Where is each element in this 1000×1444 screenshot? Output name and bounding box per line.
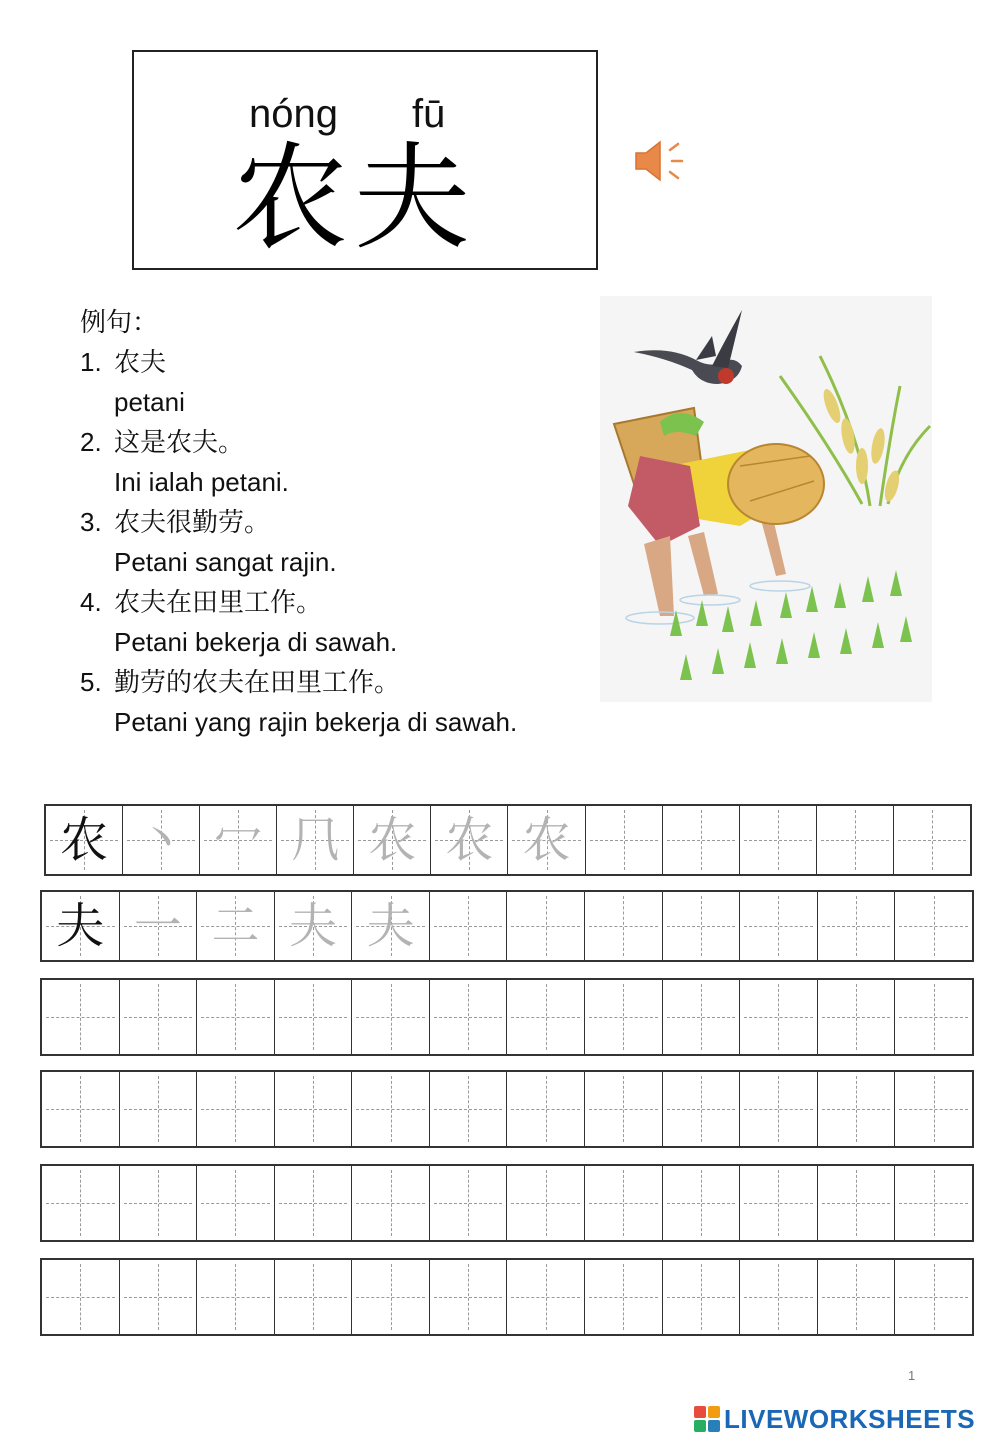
writing-cell[interactable] xyxy=(584,1260,662,1334)
writing-cell[interactable] xyxy=(351,980,429,1054)
example-malay: Petani yang rajin bekerja di sawah. xyxy=(114,707,518,737)
writing-cell[interactable] xyxy=(429,1166,507,1240)
writing-cell[interactable] xyxy=(894,892,972,960)
example-item xyxy=(80,342,620,422)
writing-cell[interactable] xyxy=(506,1166,584,1240)
stroke-step: 农 xyxy=(445,812,494,868)
stroke-order-cell xyxy=(274,892,352,960)
writing-cell[interactable] xyxy=(506,892,584,960)
example-item xyxy=(80,502,620,582)
practice-row xyxy=(44,804,972,876)
writing-cell[interactable] xyxy=(739,892,817,960)
example-malay: Petani bekerja di sawah. xyxy=(114,627,398,657)
page-number: 1 xyxy=(908,1368,916,1383)
example-item xyxy=(80,662,620,742)
example-malay: Petani sangat rajin. xyxy=(114,547,337,577)
writing-cell[interactable] xyxy=(274,980,352,1054)
writing-cell[interactable] xyxy=(429,1072,507,1146)
writing-cell[interactable] xyxy=(351,1166,429,1240)
example-malay: petani xyxy=(114,387,185,417)
writing-cell[interactable] xyxy=(739,980,817,1054)
stroke-step: 夫 xyxy=(289,898,338,954)
stroke-step: 农 xyxy=(522,812,571,868)
writing-cell[interactable] xyxy=(119,1166,197,1240)
writing-cell[interactable] xyxy=(506,1072,584,1146)
writing-cell[interactable] xyxy=(739,1072,817,1146)
writing-cell[interactable] xyxy=(42,980,119,1054)
stroke-step: 夫 xyxy=(366,898,415,954)
writing-cell[interactable] xyxy=(584,1072,662,1146)
example-number: 1. xyxy=(80,347,102,377)
writing-cell[interactable] xyxy=(739,1260,817,1334)
example-number: 4. xyxy=(80,587,102,617)
model-character: 农 xyxy=(60,812,109,868)
writing-cell[interactable] xyxy=(893,806,970,874)
stroke-step: 冖 xyxy=(214,812,263,868)
word-card xyxy=(132,50,598,270)
writing-cell[interactable] xyxy=(584,1166,662,1240)
writing-cell[interactable] xyxy=(739,806,816,874)
pinyin-syllable: fū xyxy=(412,92,446,136)
writing-cell[interactable] xyxy=(584,980,662,1054)
writing-cell[interactable] xyxy=(816,806,893,874)
example-malay: Ini ialah petani. xyxy=(114,467,289,497)
writing-cell[interactable] xyxy=(817,980,895,1054)
writing-cell[interactable] xyxy=(274,1166,352,1240)
writing-cell[interactable] xyxy=(662,1166,740,1240)
writing-cell[interactable] xyxy=(584,892,662,960)
writing-cell[interactable] xyxy=(429,892,507,960)
example-number: 2. xyxy=(80,427,102,457)
example-chinese xyxy=(80,662,620,702)
practice-row xyxy=(40,1164,974,1242)
writing-cell[interactable] xyxy=(351,1260,429,1334)
example-number: 5. xyxy=(80,667,102,697)
writing-cell[interactable] xyxy=(894,980,972,1054)
liveworksheets-icon xyxy=(694,1406,720,1432)
stroke-step: 农 xyxy=(368,812,417,868)
example-item xyxy=(80,422,620,502)
writing-cell[interactable] xyxy=(817,1166,895,1240)
writing-cell[interactable] xyxy=(119,980,197,1054)
speaker-icon[interactable] xyxy=(632,136,688,186)
stroke-step: 一 xyxy=(133,898,182,954)
practice-row xyxy=(40,1258,974,1336)
writing-cell[interactable] xyxy=(585,806,662,874)
writing-cell[interactable] xyxy=(817,892,895,960)
writing-cell[interactable] xyxy=(662,1072,740,1146)
stroke-step: 丶 xyxy=(137,812,186,868)
example-chinese-text: 农夫在田里工作。 xyxy=(114,587,323,617)
writing-cell[interactable] xyxy=(817,1072,895,1146)
writing-cell[interactable] xyxy=(196,1260,274,1334)
stroke-order-cell xyxy=(196,892,274,960)
practice-row xyxy=(40,978,974,1056)
example-chinese-text: 这是农夫。 xyxy=(114,427,245,457)
example-chinese-text: 农夫 xyxy=(114,347,167,377)
writing-cell[interactable] xyxy=(662,806,739,874)
writing-cell[interactable] xyxy=(429,980,507,1054)
writing-cell[interactable] xyxy=(196,1166,274,1240)
model-character-cell xyxy=(46,806,122,874)
examples-heading: 例句： xyxy=(80,307,159,337)
writing-cell[interactable] xyxy=(894,1166,972,1240)
writing-cell[interactable] xyxy=(119,1072,197,1146)
pinyin-syllable: nóng xyxy=(249,92,338,136)
stroke-order-cell xyxy=(351,892,429,960)
example-chinese-text: 农夫很勤劳。 xyxy=(114,507,271,537)
writing-cell[interactable] xyxy=(274,1260,352,1334)
writing-cell[interactable] xyxy=(662,980,740,1054)
stroke-step: 𠘨 xyxy=(291,812,340,868)
writing-cell[interactable] xyxy=(429,1260,507,1334)
writing-cell[interactable] xyxy=(351,1072,429,1146)
stroke-order-cell xyxy=(430,806,507,874)
writing-cell[interactable] xyxy=(274,1072,352,1146)
writing-cell[interactable] xyxy=(894,1072,972,1146)
practice-row xyxy=(40,1070,974,1148)
stroke-order-cell xyxy=(353,806,430,874)
writing-cell[interactable] xyxy=(662,1260,740,1334)
example-chinese-text: 勤劳的农夫在田里工作。 xyxy=(114,667,401,697)
example-number: 3. xyxy=(80,507,102,537)
stroke-order-cell xyxy=(507,806,584,874)
example-item xyxy=(80,582,620,662)
stroke-order-cell xyxy=(199,806,276,874)
example-sentences xyxy=(80,302,620,742)
brand-name: LIVEWORKSHEETS xyxy=(724,1403,976,1434)
model-character-cell xyxy=(42,892,119,960)
writing-cell[interactable] xyxy=(662,892,740,960)
writing-cell[interactable] xyxy=(196,980,274,1054)
practice-row xyxy=(40,890,974,962)
stroke-step: 二 xyxy=(211,898,260,954)
word-characters: 农夫 xyxy=(232,131,476,266)
example-chinese xyxy=(80,582,620,622)
stroke-order-cell xyxy=(119,892,197,960)
farmer-illustration xyxy=(600,296,932,702)
writing-cell[interactable] xyxy=(196,1072,274,1146)
writing-cell[interactable] xyxy=(42,1260,119,1334)
writing-cell[interactable] xyxy=(894,1260,972,1334)
writing-cell[interactable] xyxy=(506,980,584,1054)
example-chinese xyxy=(80,342,620,382)
model-character: 夫 xyxy=(56,898,105,954)
stroke-order-cell xyxy=(276,806,353,874)
writing-cell[interactable] xyxy=(119,1260,197,1334)
writing-cell[interactable] xyxy=(817,1260,895,1334)
writing-cell[interactable] xyxy=(42,1072,119,1146)
stroke-order-cell xyxy=(122,806,199,874)
writing-cell[interactable] xyxy=(739,1166,817,1240)
example-chinese xyxy=(80,422,620,462)
example-chinese xyxy=(80,502,620,542)
writing-cell[interactable] xyxy=(506,1260,584,1334)
writing-cell[interactable] xyxy=(42,1166,119,1240)
liveworksheets-logo xyxy=(694,1404,975,1434)
